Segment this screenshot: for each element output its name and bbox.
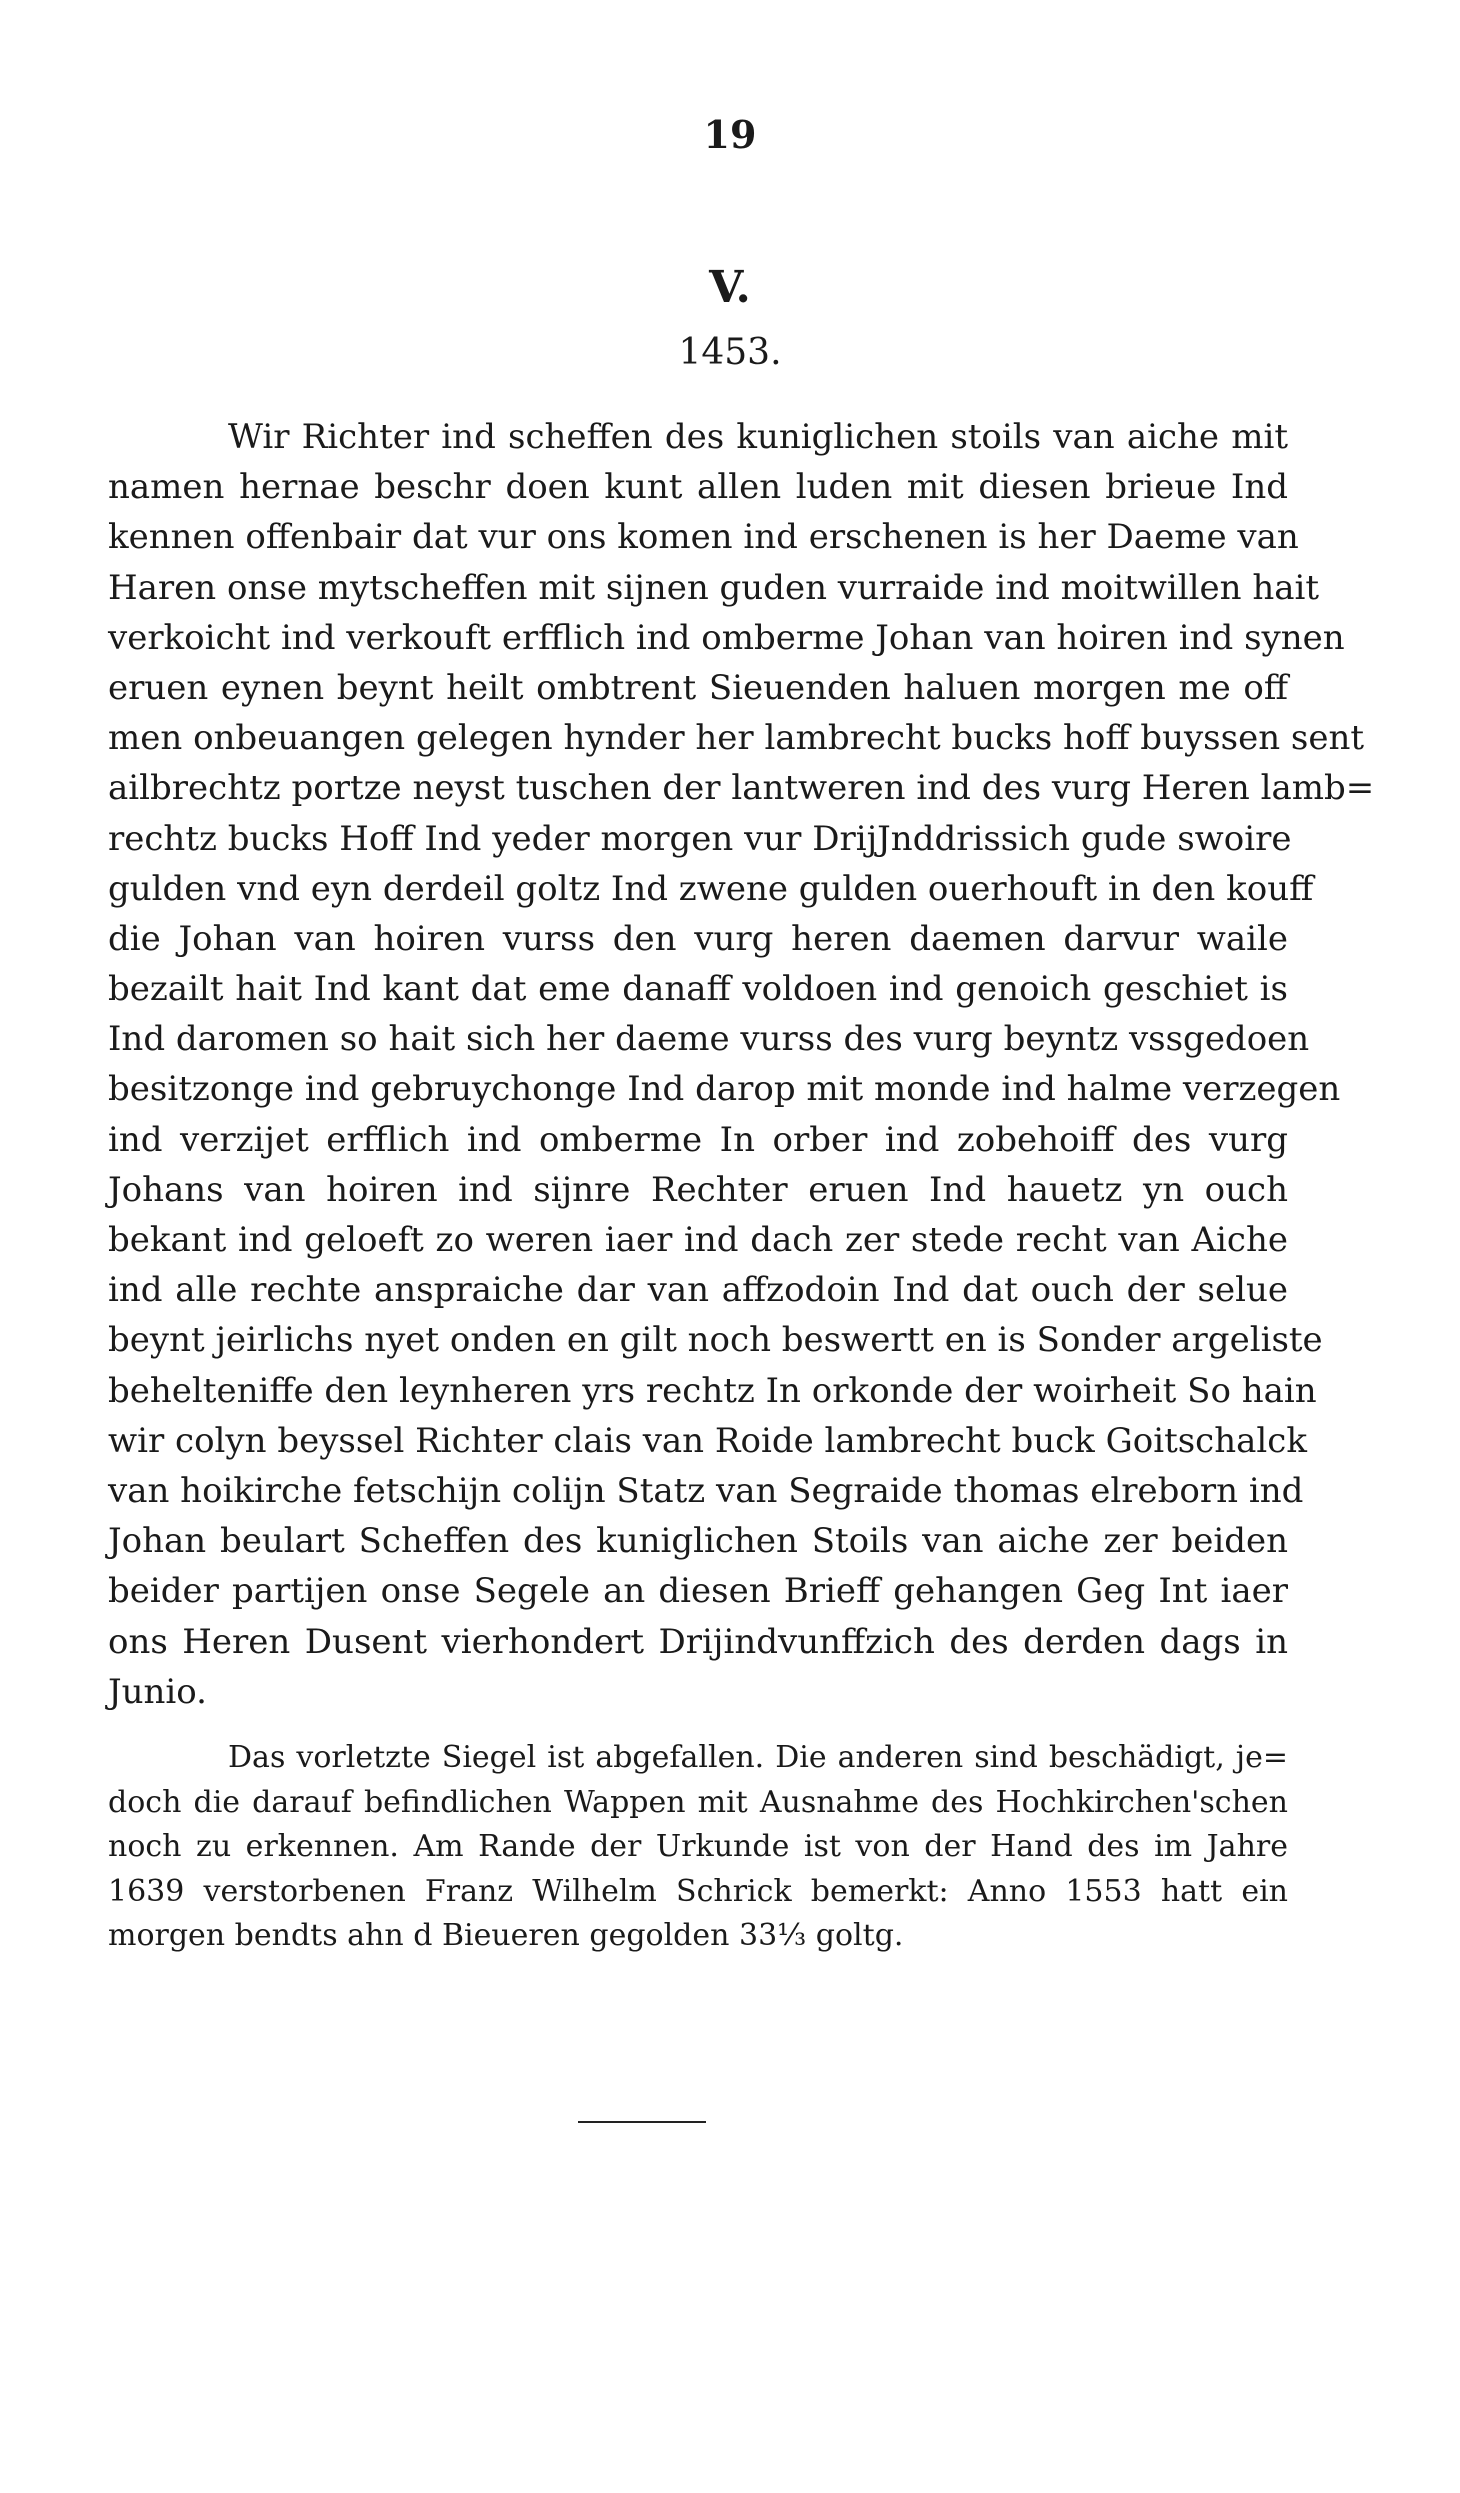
- charter-line: besitzonge ind gebruychonge Ind darop mit monde ind halme verzegen: [108, 1069, 1341, 1110]
- charter-line: Ind daromen so hait sich her daeme vurss des vurg beyntz vssgedoen: [108, 1019, 1310, 1060]
- charter-line: beynt jeirlichs nyet onden en gilt noch beswertt en is Sonder argeliste: [108, 1320, 1323, 1361]
- charter-line: Junio.: [108, 1671, 207, 1712]
- charter-line: ind verzijet erfflich ind omberme In orber ind zobehoiff des vurg: [108, 1119, 1288, 1160]
- charter-line: Johan beulart Scheffen des kuniglichen Stoils van aiche zer beiden: [108, 1521, 1288, 1562]
- charter-line: Haren onse mytscheffen mit sijnen guden vurraide ind moitwillen hait: [108, 567, 1320, 608]
- charter-line: beider partijen onse Segele an diesen Brieff gehangen Geg Int iaer: [108, 1571, 1288, 1612]
- end-rule: [578, 2121, 706, 2123]
- charter-line: namen hernae beschr doen kunt allen luden mit diesen brieue Ind: [108, 467, 1288, 508]
- page-number: 19: [703, 112, 757, 157]
- charter-text: [108, 412, 1375, 1717]
- charter-line: wir colyn beyssel Richter clais van Roide lambrecht buck Goitschalck: [108, 1420, 1307, 1461]
- year-heading: 1453.: [678, 332, 782, 373]
- section-numeral: V.: [709, 262, 751, 313]
- note-line: morgen bendts ahn d Bieueren gegolden 33⅓ goltg.: [108, 1918, 904, 1954]
- charter-line: ind alle rechte anspraiche dar van affzodoin Ind dat ouch der selue: [108, 1270, 1288, 1311]
- charter-line: Wir Richter ind scheffen des kuniglichen stoils van aiche mit: [228, 417, 1288, 457]
- charter-line: gulden vnd eyn derdeil goltz Ind zwene gulden ouerhouft in den kouff: [108, 868, 1314, 909]
- charter-line: behelteniffe den leynheren yrs rechtz In orkonde der woirheit So hain: [108, 1370, 1317, 1411]
- charter-line: van hoikirche fetschijn colijn Statz van Segraide thomas elreborn ind: [108, 1470, 1304, 1511]
- note-line: 1639 verstorbenen Franz Wilhelm Schrick bemerkt: Anno 1553 hatt ein: [108, 1873, 1288, 1909]
- charter-line: eruen eynen beynt heilt ombtrent Sieuenden haluen morgen me off: [108, 667, 1288, 708]
- charter-line: bekant ind geloeft zo weren iaer ind dach zer stede recht van Aiche: [108, 1220, 1288, 1260]
- charter-line: ailbrechtz portze neyst tuschen der lantweren ind des vurg Heren lamb=: [108, 768, 1375, 809]
- note-line: Das vorletzte Siegel ist abgefallen. Die anderen sind beschädigt, je=: [228, 1740, 1288, 1775]
- charter-line: Johans van hoiren ind sijnre Rechter eruen Ind hauetz yn ouch: [108, 1169, 1288, 1210]
- charter-line: die Johan van hoiren vurss den vurg heren daemen darvur waile: [108, 918, 1288, 959]
- note-line: doch die darauf befindlichen Wappen mit Ausnahme des Hochkirchen'schen: [108, 1784, 1288, 1820]
- note-line: noch zu erkennen. Am Rande der Urkunde ist von der Hand des im Jahre: [108, 1829, 1288, 1865]
- charter-line: kennen offenbair dat vur ons komen ind erschenen is her Daeme van: [108, 517, 1299, 558]
- editor-note: [108, 1736, 1288, 1959]
- charter-line: ons Heren Dusent vierhondert Drijindvunffzich des derden dags in: [108, 1621, 1288, 1662]
- charter-line: rechtz bucks Hoff Ind yeder morgen vur DrijJnddrissich gude swoire: [108, 818, 1292, 859]
- charter-line: verkoicht ind verkouft erfflich ind omberme Johan van hoiren ind synen: [108, 617, 1345, 658]
- charter-line: men onbeuangen gelegen hynder her lambrecht bucks hoff buyssen sent: [108, 718, 1365, 759]
- charter-line: bezailt hait Ind kant dat eme danaff voldoen ind genoich geschiet is: [108, 969, 1288, 1010]
